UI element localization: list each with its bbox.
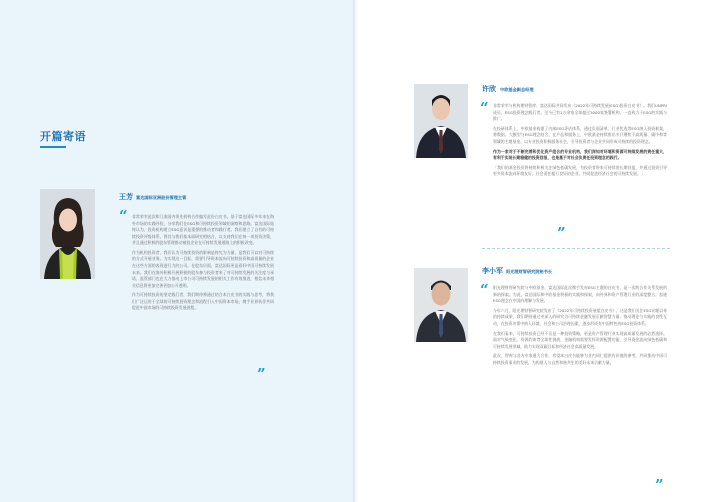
right-page [355, 0, 710, 502]
page-gutter [353, 0, 359, 502]
person-role-1: 富达国际亚洲股份管理主管 [136, 194, 187, 200]
paragraph-bold: 作为一家对于不断完善和优化资产组合的专业机构，我们深知对环境和资源可持续发展的责任重大，有利于实现长期稳健的投资回报，也是基于对社会负责任投资理念的践行。 [493, 148, 667, 161]
paragraph: 在投研体系上，中欧基金构建了内部ESG评估体系，通过负面清单、行业优选等ESG纳入投资框架，将数据、大模型与ESG理念结合，在产品和服务上，中欧基金持续推出多只聚焦于高质量、碳中和等领域的主题基金，以专业投资积极服务社会，引导投资者与企业共同形成可持续的投资理念。 [493, 125, 667, 144]
message-text-3 [493, 285, 667, 370]
open-quote-icon: “ [480, 281, 489, 299]
paragraph: 阳光理财智研究院与中欧基金、富达国际此次携手发布ESG主题的白皮书，是一次跨合作关系发展的新的探索。为此，富达国际和中欧基金积极的实践和探索，向外界和资产管理行业的深度整合，加速ESG理念在中国的理解与发展。 [493, 285, 667, 304]
paragraph: 在我们看来，可持续投资已经不仅是一种投资策略，更是资产管理行业实现高质量发展的必然选择。面对气候变化、资源约束等全球性挑战，金融机构需要发挥资源配置功能，引导资金流向绿色低碳和可持续发展领域，助力实现双碳目标和经济社会高质量发展。 [493, 330, 667, 349]
close-quote-icon: ” [655, 476, 664, 494]
person-name-1: 王芳 [119, 193, 133, 201]
paragraph: 此次，智库与各方专家通力合作，希望本白皮书能够为业内同仁提供有价值的参考，共同推动中国可持续投资事业的发展，为构建人与自然和谐共生的美好未来贡献力量。 [493, 353, 667, 366]
person-role-3: 阳光理财智研究院秘书长 [506, 268, 553, 274]
open-quote-icon: “ [119, 207, 128, 225]
portrait-2-image [414, 84, 468, 158]
portrait-photo-1 [40, 189, 95, 279]
person-role-2: 中欧基金副总经理 [500, 86, 534, 92]
person-name-2: 许欣 [482, 85, 496, 93]
portrait-3-image [414, 268, 468, 342]
paragraph: 今年六月，阳光理财智研究院发布了《2022年可持续投资展望白皮书》，这是我们关注ESG议题以来的持续成果，我们期待通过更深入的研究为可持续金融发展贡献智慧力量，推动理论与实践的良性互动，在投资决策中纳入环境、社会和公司治理因素，逐步形成有中国特色的ESG投资体系。 [493, 307, 667, 326]
paragraph: 非常荣幸与机构理财智库、富达国际共同发布《2022年可持续发展(ESG)投资白皮书》。我们UNPRI成员，ESG投资理念践行者。至今已有1万余家全球超过3000家签署机构，一直致力于ESG的实践与推广。 [493, 103, 667, 122]
paragraph: 「我们的基金投资将持续积极关注绿色低碳发展，为投资者带来可持续的长期回报，并通过投资引导更多资本流向环境友好、社会责任履行良好的企业，共同促进经济社会的可持续发展。」 [493, 164, 667, 177]
close-quote-icon: ” [257, 365, 266, 383]
section-divider [482, 248, 670, 249]
paragraph: 作为机构投资者，我们认为可持续投资的影响是终究为力量，是我们可以对可持续的方式开展业务。为实现这一目标，需要引导资本流向可持续投资和高质量的企业在这些方面的表现进行力的公司。在股东层面，富达国际更是看好中国可持续发展未来。我们在海外积极开展积极的股东参与投资者来了对可持续发展的关注度与承诺，监管部门也在大力推动上市公司可持续发展的相关工作有效推进，相信未来相关信息将更加完善更加公开透明。 [132, 249, 274, 288]
person-name-3: 李小军 [482, 267, 503, 275]
portrait-photo-2 [414, 84, 468, 158]
portrait-photo-3 [414, 268, 468, 342]
close-quote-icon: ” [557, 224, 566, 242]
paragraph: 作为可持续投资的坚定践行者，我们期待将通过结合本白皮书的实践与思考，将我们广泛运用于全球的可持续投资理念和流程引入中国资本市场，携手业界伙伴共同促进中国市场的可持续投资发展进程。 [132, 292, 274, 311]
paragraph: 非常荣幸此次和几家国内领先机构合作编写此份白皮书。基于富达国际多年来在海外市场的实践经验，分享我们在ESG和可持续投资领域的洞察和思路。富达国际始终认为，投资机构建立ESG意识是重要的推动者和践行者。我们建立了自有的可持续投资评级体系，将其与我们基本面研究相结合，以支持我们在每一项投资决策，并且通过积极的股东管理推动被投企业在可持续发展道路上的积极改变。 [132, 214, 274, 246]
section-title: 开篇寄语 [40, 130, 86, 143]
message-text-2 [493, 103, 667, 181]
open-quote-icon: “ [480, 99, 489, 117]
portrait-1-image [40, 189, 95, 279]
title-underline [40, 146, 66, 148]
message-text-1 [132, 214, 274, 315]
